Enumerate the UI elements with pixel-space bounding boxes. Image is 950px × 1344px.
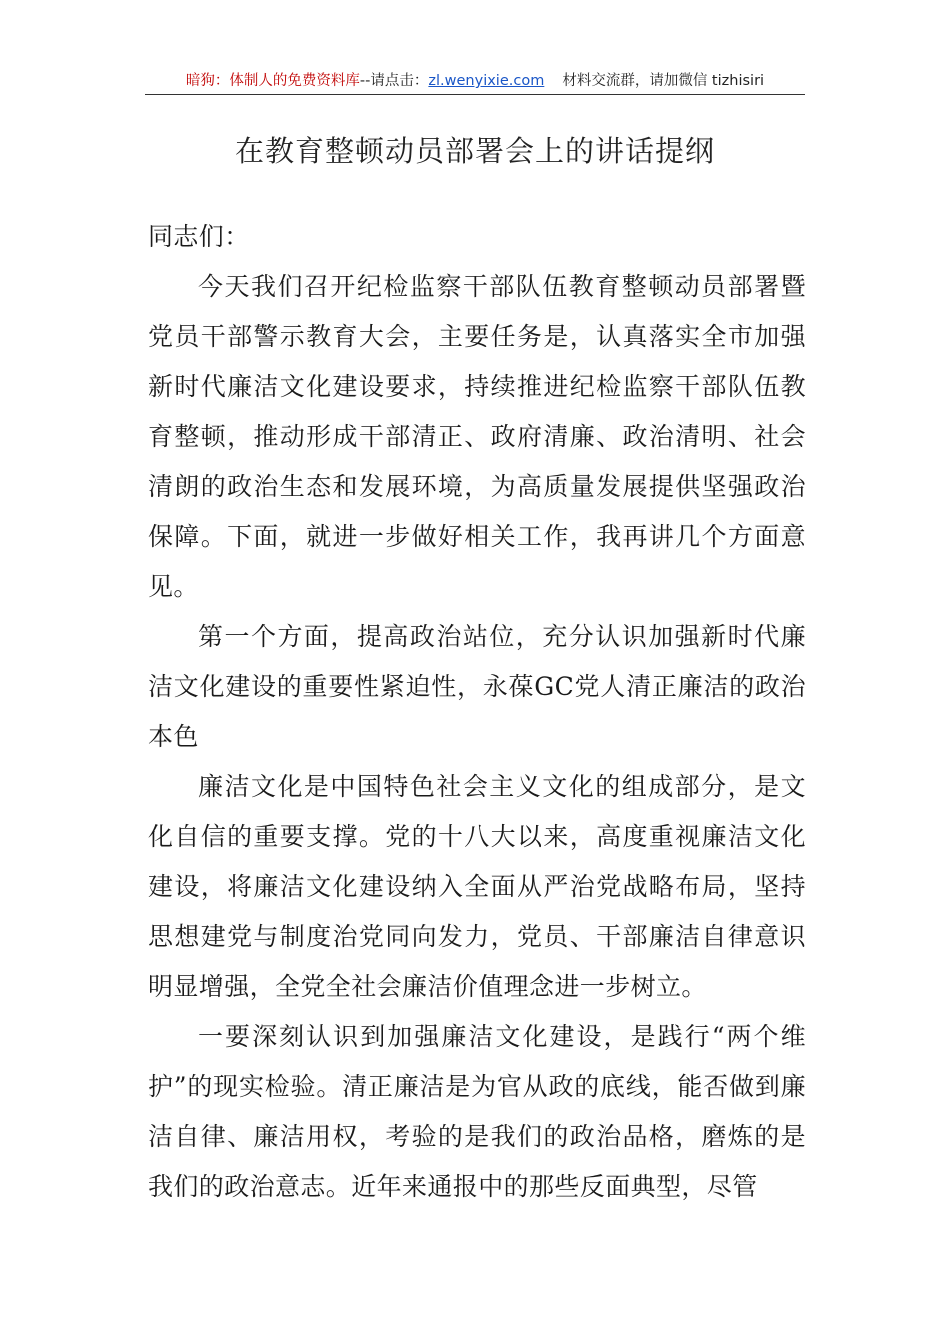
header-prompt: --请点击： xyxy=(359,73,429,89)
header-contact: 材料交流群，请加微信 tizhisiri xyxy=(562,73,765,89)
paragraph: 今天我们召开纪检监察干部队伍教育整顿动员部署暨党员干部警示教育大会，主要任务是，认真落实全市加强新时代廉洁文化建设要求，持续推进纪检监察干部队伍教育整顿，推动形成干部清正、政府清廉、政治清明、社会清朗的政治生态和发展环境，为高质量发展提供坚强政治保障。下面，就进一步做好相关工作，我再讲几个方面意见。 xyxy=(148,272,806,601)
document-body xyxy=(148,212,806,1212)
header-link[interactable]: zl.wenyixie.com xyxy=(428,73,545,89)
document-title: 在教育整顿动员部署会上的讲话提纲 xyxy=(234,134,715,168)
header-brand: 暗狗：体制人的免费资料库 xyxy=(185,73,360,89)
paragraph: 廉洁文化是中国特色社会主义文化的组成部分，是文化自信的重要支撑。党的十八大以来，高度重视廉洁文化建设，将廉洁文化建设纳入全面从严治党战略布局，坚持思想建党与制度治党同向发力，党员、干部廉洁自律意识明显增强，全党全社会廉洁价值理念进一步树立。 xyxy=(148,772,806,1001)
paragraph: 一要深刻认识到加强廉洁文化建设，是践行“两个维护”的现实检验。清正廉洁是为官从政的底线，能否做到廉洁自律、廉洁用权，考验的是我们的政治品格，磨炼的是我们的政治意志。近年来通报中的那些反面典型，尽管 xyxy=(148,1022,806,1201)
greeting: 同志们： xyxy=(148,222,250,251)
page-header xyxy=(145,68,805,95)
paragraph: 第一个方面，提高政治站位，充分认识加强新时代廉洁文化建设的重要性紧迫性，永葆GC党人清正廉洁的政治本色 xyxy=(148,622,806,751)
